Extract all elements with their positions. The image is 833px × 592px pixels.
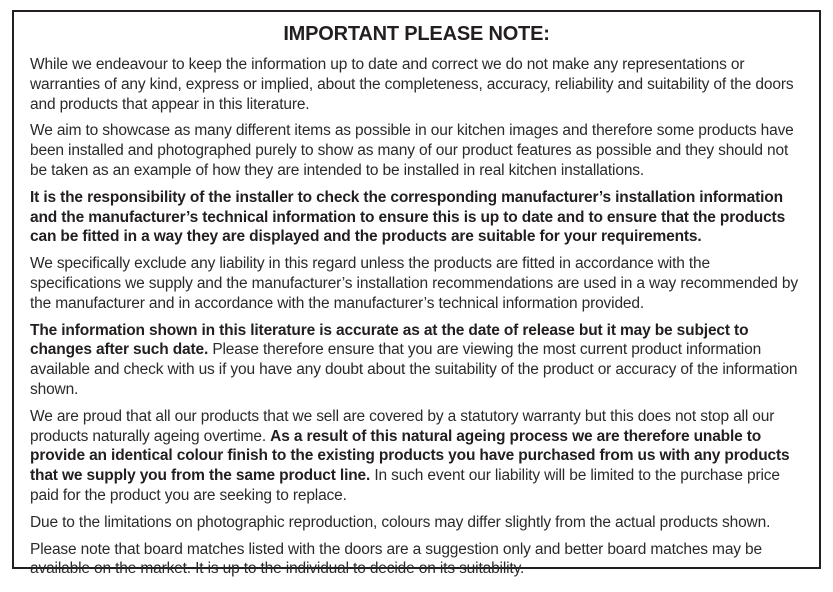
- notice-paragraph-7: [30, 513, 803, 533]
- paragraph-segment-bold: The information shown in this literature is accurate as at the date of release but it may be subject to changes after such date.: [30, 321, 749, 359]
- paragraph-segment: Due to the limitations on photographic reproduction, colours may differ slightly from the actual products shown.: [30, 513, 771, 531]
- notice-paragraph-3: [30, 188, 803, 247]
- paragraph-segment: In such event our liability will be limited to the purchase price paid for the product you are seeking to replace.: [30, 467, 780, 504]
- paragraph-segment: While we endeavour to keep the information up to date and correct we do not make any representations or warranties of any kind, express or implied, about the completeness, accuracy, reliability and suitability of the doors and products that appear in this literature.: [30, 56, 794, 113]
- notice-paragraph-6: [30, 407, 803, 506]
- notice-paragraph-1: [30, 55, 803, 114]
- paragraph-segment: Please therefore ensure that you are viewing the most current product information available and check with us if you have any doubt about the suitability of the product or accuracy of the information shown.: [30, 341, 798, 398]
- notice-paragraph-5: [30, 321, 803, 400]
- paragraph-segment: We aim to showcase as many different items as possible in our kitchen images and therefore some products have been installed and photographed purely to show as many of our product features as possible and they should not be taken as an example of how they are intended to be installed in real kitchen installations.: [30, 122, 794, 179]
- paragraph-segment-bold: It is the responsibility of the installer to check the corresponding manufacturer’s installation information and the manufacturer’s technical information to ensure this is up to date and to ensure that the products can be fitted in a way they are displayed and the products are suitable for your requirements.: [30, 188, 786, 246]
- paragraph-segment: We are proud that all our products that we sell are covered by a statutory warranty but this does not stop all our products naturally ageing overtime.: [30, 407, 775, 445]
- paragraph-segment: We specifically exclude any liability in this regard unless the products are fitted in accordance with the specifications we supply and the manufacturer’s installation recommendations are used in a way recommended by the manufacturer and in accordance with the manufacturer’s technical information provided.: [30, 255, 798, 312]
- notice-box: [12, 10, 821, 578]
- paragraph-segment-bold: As a result of this natural ageing process we are therefore unable to provide an identical colour finish to the existing products you have purchased from us with any products that we supply you from the same product line.: [30, 427, 790, 485]
- notice-paragraph-4: [30, 254, 803, 313]
- notice-title: IMPORTANT PLEASE NOTE:: [283, 23, 550, 45]
- notice-paragraph-2: [30, 121, 803, 180]
- paragraph-segment: Please note that board matches listed with the doors are a suggestion only and better board matches may be available on the market. It is up to the individual to decide on its suitability.: [30, 540, 762, 578]
- notice-paragraph-8: [30, 540, 803, 580]
